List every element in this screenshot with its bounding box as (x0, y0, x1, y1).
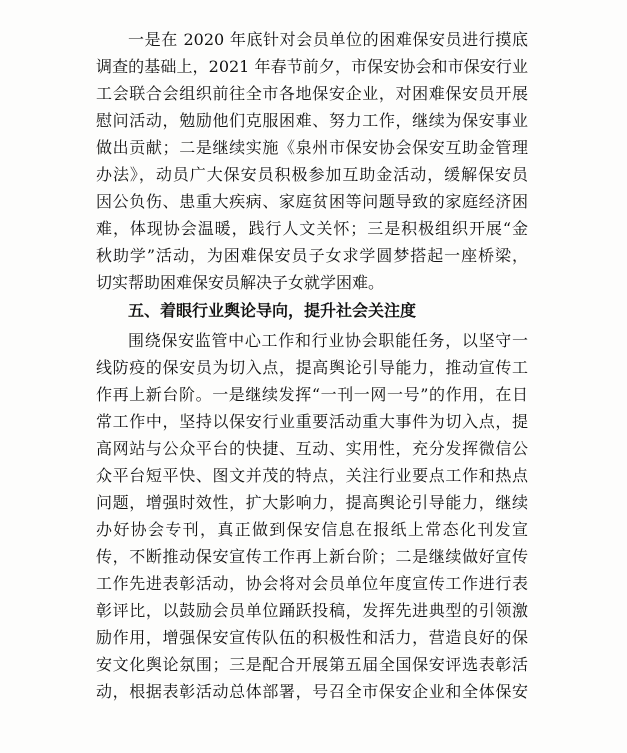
paragraph-2-line-11: 彰评比，以鼓励会员单位踊跃投稿，发挥先进典型的引领激 (96, 601, 528, 620)
paragraph-1-line-2: 调查的基础上，2021 年春节前夕，市保安协会和市保安行业 (96, 57, 528, 76)
paragraph-2-line-5: 高网站与公众平台的快捷、互动、实用性，充分发挥微信公 (96, 439, 528, 458)
paragraph-1-line-6: 办法》，动员广大保安员积极参加互助金活动，缓解保安员 (96, 165, 528, 184)
paragraph-2-line-1: 围绕保安监管中心工作和行业协会职能任务，以坚守一 (128, 331, 528, 350)
paragraph-1-line-10: 切实帮助困难保安员解决子女就学困难。 (96, 273, 385, 292)
paragraph-1-line-9: 秋助学”活动，为困难保安员子女求学圆梦搭起一座桥梁， (96, 246, 528, 265)
paragraph-1-line-1: 一是在 2020 年底针对会员单位的困难保安员进行摸底 (128, 30, 528, 49)
section-heading: 五、着眼行业舆论导向，提升社会关注度 (128, 301, 417, 320)
paragraph-1-line-4: 慰问活动，勉励他们克服困难、努力工作，继续为保安事业 (96, 111, 528, 130)
paragraph-2-line-6: 众平台短平快、图文并茂的特点，关注行业要点工作和热点 (96, 466, 528, 485)
paragraph-2-line-4: 常工作中，坚持以保安行业重要活动重大事件为切入点，提 (96, 412, 528, 431)
paragraph-1-line-8: 难，体现协会温暖，践行人文关怀；三是积极组织开展“金 (96, 219, 528, 238)
paragraph-2-line-13: 安文化舆论氛围；三是配合开展第五届全国保安评选表彰活 (96, 655, 528, 674)
paragraph-2-line-2: 线防疫的保安员为切入点，提高舆论引导能力，推动宣传工 (96, 358, 528, 377)
paragraph-2-line-12: 励作用，增强保安宣传队伍的积极性和活力，营造良好的保 (96, 628, 528, 647)
paragraph-2-line-10: 工作先进表彰活动，协会将对会员单位年度宣传工作进行表 (96, 574, 528, 593)
paragraph-1-line-3: 工会联合会组织前往全市各地保安企业，对困难保安员开展 (96, 84, 528, 103)
paragraph-2-line-14: 动，根据表彰活动总体部署，号召全市保安企业和全体保安 (96, 682, 528, 701)
paragraph-1-line-7: 因公负伤、患重大疾病、家庭贫困等问题导致的家庭经济困 (96, 192, 528, 211)
paragraph-2-line-7: 问题，增强时效性，扩大影响力，提高舆论引导能力，继续 (96, 493, 528, 512)
paragraph-2-line-8: 办好协会专刊，真正做到保安信息在报纸上常态化刊发宣 (96, 520, 528, 539)
paragraph-1-line-5: 做出贡献；二是继续实施《泉州市保安协会保安互助金管理 (96, 138, 528, 157)
paragraph-2-line-3: 作再上新台阶。一是继续发挥“一刊一网一号”的作用，在日 (96, 385, 528, 404)
paragraph-2-line-9: 传，不断推动保安宣传工作再上新台阶；二是继续做好宣传 (96, 547, 528, 566)
